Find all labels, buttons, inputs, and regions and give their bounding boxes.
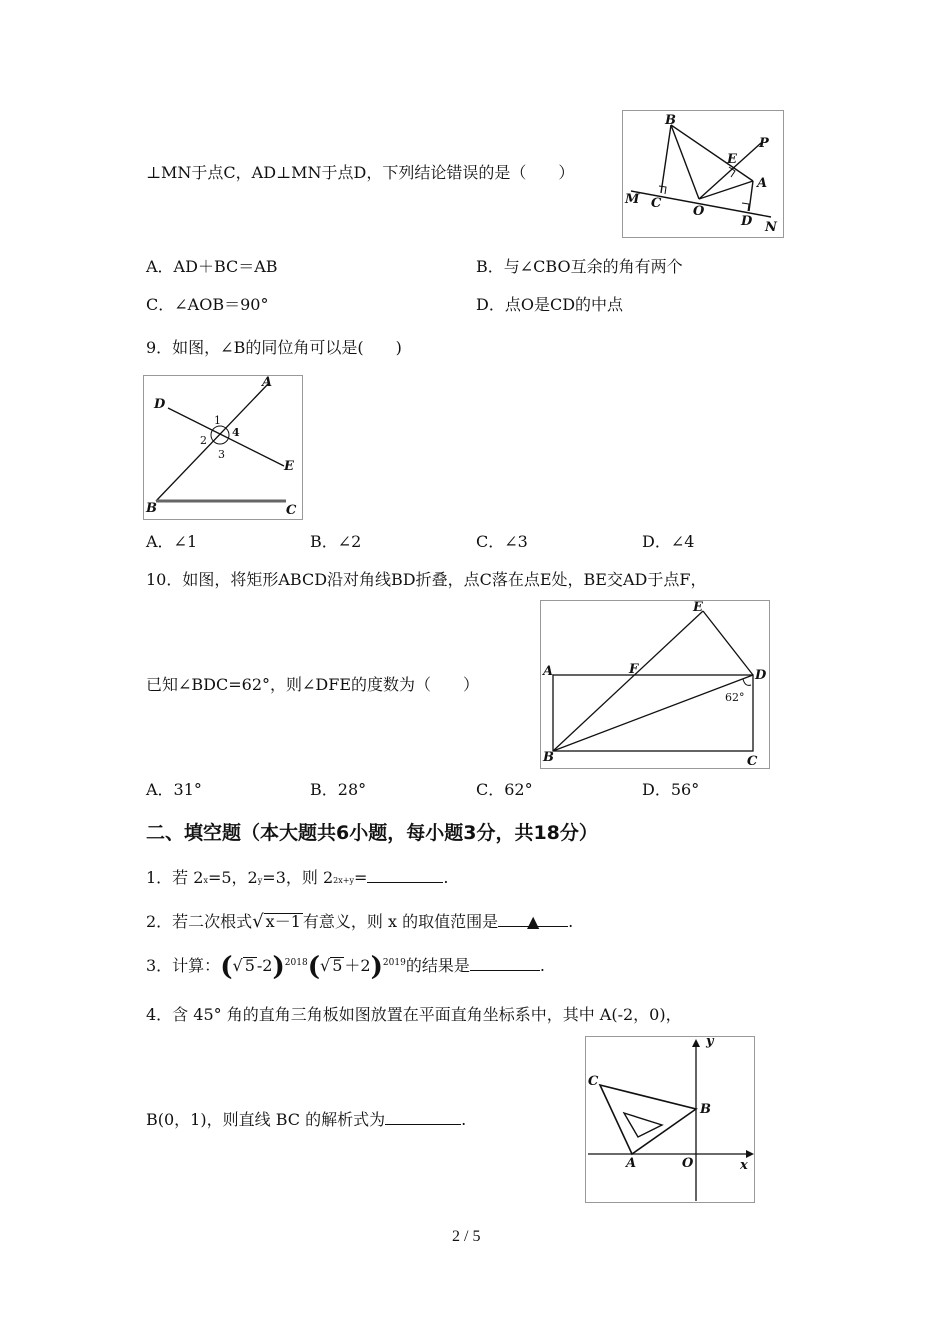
- q9-label-a: A: [262, 376, 273, 390]
- fill-q3: [146, 952, 545, 982]
- page-number: 2 / 5: [452, 1228, 481, 1245]
- fill-q3-tail: .: [539, 956, 545, 975]
- q9-stem: 9．如图，∠B的同位角可以是( ): [146, 338, 402, 357]
- q9-option-d: D．∠4: [642, 532, 695, 551]
- fill-q3-suffix: 的结果是: [405, 956, 470, 975]
- fill-q3-term1-tail: -2: [256, 956, 273, 975]
- fill-q1-mid: =5，2: [207, 868, 258, 887]
- fill-q3-exp2: 2019: [382, 958, 406, 968]
- fill-q4-figure: [585, 1036, 755, 1203]
- q8-label-m: M: [625, 192, 640, 207]
- triangle-icon: ▲: [526, 912, 540, 931]
- q4-label-b: B: [700, 1102, 711, 1117]
- fill-q3-term2-tail: ＋2: [344, 956, 371, 975]
- radical-sign-icon: √: [320, 956, 331, 975]
- q4-label-c: C: [588, 1074, 599, 1089]
- fill-q2-answer-blank[interactable]: [498, 912, 568, 931]
- fill-q2: [146, 912, 573, 932]
- q10-option-a: A．31°: [146, 780, 202, 799]
- q8-stem-tail: ⊥MN于点C，AD⊥MN于点D，下列结论错误的是（ ）: [146, 163, 575, 182]
- q9-label-d: D: [154, 397, 166, 412]
- q10-option-c: C．62°: [476, 780, 533, 799]
- fill-q1-mid2: =3，则 2: [262, 868, 334, 887]
- q9-option-a: A．∠1: [146, 532, 198, 551]
- q10-figure: [540, 600, 770, 769]
- q10-stem-2: 已知∠BDC=62°，则∠DFE的度数为（ ）: [146, 675, 480, 694]
- q10-label-b: B: [543, 750, 554, 765]
- q8-option-b: B．与∠CBO互余的角有两个: [476, 257, 683, 276]
- q10-label-d: D: [755, 668, 767, 683]
- q8-label-b: B: [665, 113, 676, 128]
- q10-label-c: C: [747, 754, 758, 768]
- q4-label-y: y: [706, 1037, 714, 1049]
- q9-label-1: 1: [214, 414, 221, 427]
- fill-q4-line2: [146, 1110, 466, 1130]
- fill-q2-prefix: 2．若二次根式: [146, 912, 253, 931]
- fill-q1-prefix: 1．若 2: [146, 868, 204, 887]
- q8-option-a: A．AD＋BC＝AB: [146, 257, 278, 276]
- q4-label-o: O: [682, 1156, 694, 1171]
- q10-label-f: F: [629, 662, 639, 677]
- fill-q4-tail: .: [461, 1110, 467, 1129]
- q8-label-o: O: [693, 204, 705, 219]
- q4-label-x: x: [740, 1158, 748, 1173]
- fill-q4-stem-2: B(0，1)，则直线 BC 的解析式为: [146, 1110, 386, 1129]
- fill-q1-y: y: [257, 876, 263, 885]
- q10-option-b: B．28°: [310, 780, 367, 799]
- q9-figure: [143, 375, 303, 520]
- q8-label-d: D: [741, 214, 753, 229]
- section-2-heading: 二、填空题（本大题共6小题，每小题3分，共18分）: [146, 822, 598, 844]
- q8-option-c: C．∠AOB＝90°: [146, 295, 269, 314]
- q9-option-b: B．∠2: [310, 532, 362, 551]
- q9-option-c: C．∠3: [476, 532, 528, 551]
- q8-label-p: P: [759, 136, 769, 151]
- fill-q1-end: =: [353, 868, 368, 887]
- q8-option-d: D．点O是CD的中点: [476, 295, 624, 314]
- fill-q3-exp1: 2018: [284, 958, 308, 968]
- q9-label-e: E: [284, 459, 294, 474]
- fill-q3-answer-blank[interactable]: [470, 956, 540, 971]
- right-paren-icon: ): [272, 952, 285, 982]
- radical-sign-icon: √: [252, 911, 264, 932]
- q10-label-e: E: [693, 601, 703, 615]
- fill-q3-prefix: 3．计算：: [146, 956, 221, 975]
- q9-label-c: C: [286, 503, 297, 518]
- q9-label-b: B: [146, 501, 157, 516]
- q8-label-n: N: [765, 220, 777, 235]
- q8-label-c: C: [651, 196, 662, 211]
- radical-sign-icon: √: [232, 956, 243, 975]
- q8-label-e: E: [727, 152, 737, 167]
- q9-label-4: 4: [232, 426, 240, 439]
- fill-q2-radicand: x－1: [265, 912, 301, 931]
- left-paren-icon: (: [307, 952, 321, 982]
- fill-q1-x: x: [203, 876, 208, 885]
- q4-label-a: A: [626, 1156, 637, 1171]
- q10-label-a: A: [543, 664, 554, 679]
- fill-q1-tail: .: [443, 868, 449, 887]
- q10-label-angle: 62°: [725, 691, 745, 704]
- fill-q1-answer-blank[interactable]: [367, 868, 443, 883]
- q8-label-a: A: [757, 176, 768, 191]
- q9-label-3: 3: [218, 448, 225, 461]
- q10-stem: 10．如图，将矩形ABCD沿对角线BD折叠，点C落在点E处，BE交AD于点F，: [146, 570, 707, 589]
- fill-q1-exp: 2x+y: [333, 876, 354, 885]
- q8-figure: [622, 110, 784, 238]
- fill-q4-answer-blank[interactable]: [385, 1110, 461, 1125]
- fill-q3-rad2: 5: [332, 956, 343, 975]
- fill-q3-rad1: 5: [244, 956, 255, 975]
- q9-label-2: 2: [200, 434, 207, 447]
- right-paren-icon: ): [370, 952, 383, 982]
- fill-q1: [146, 868, 448, 891]
- fill-q4-stem: 4．含 45° 角的直角三角板如图放置在平面直角坐标系中，其中 A(-2，0)，: [146, 1005, 682, 1024]
- fill-q2-mid: 有意义，则 x 的取值范围是: [302, 912, 499, 931]
- fill-q2-tail: .: [568, 912, 574, 931]
- left-paren-icon: (: [220, 952, 233, 982]
- q10-option-d: D．56°: [642, 780, 700, 799]
